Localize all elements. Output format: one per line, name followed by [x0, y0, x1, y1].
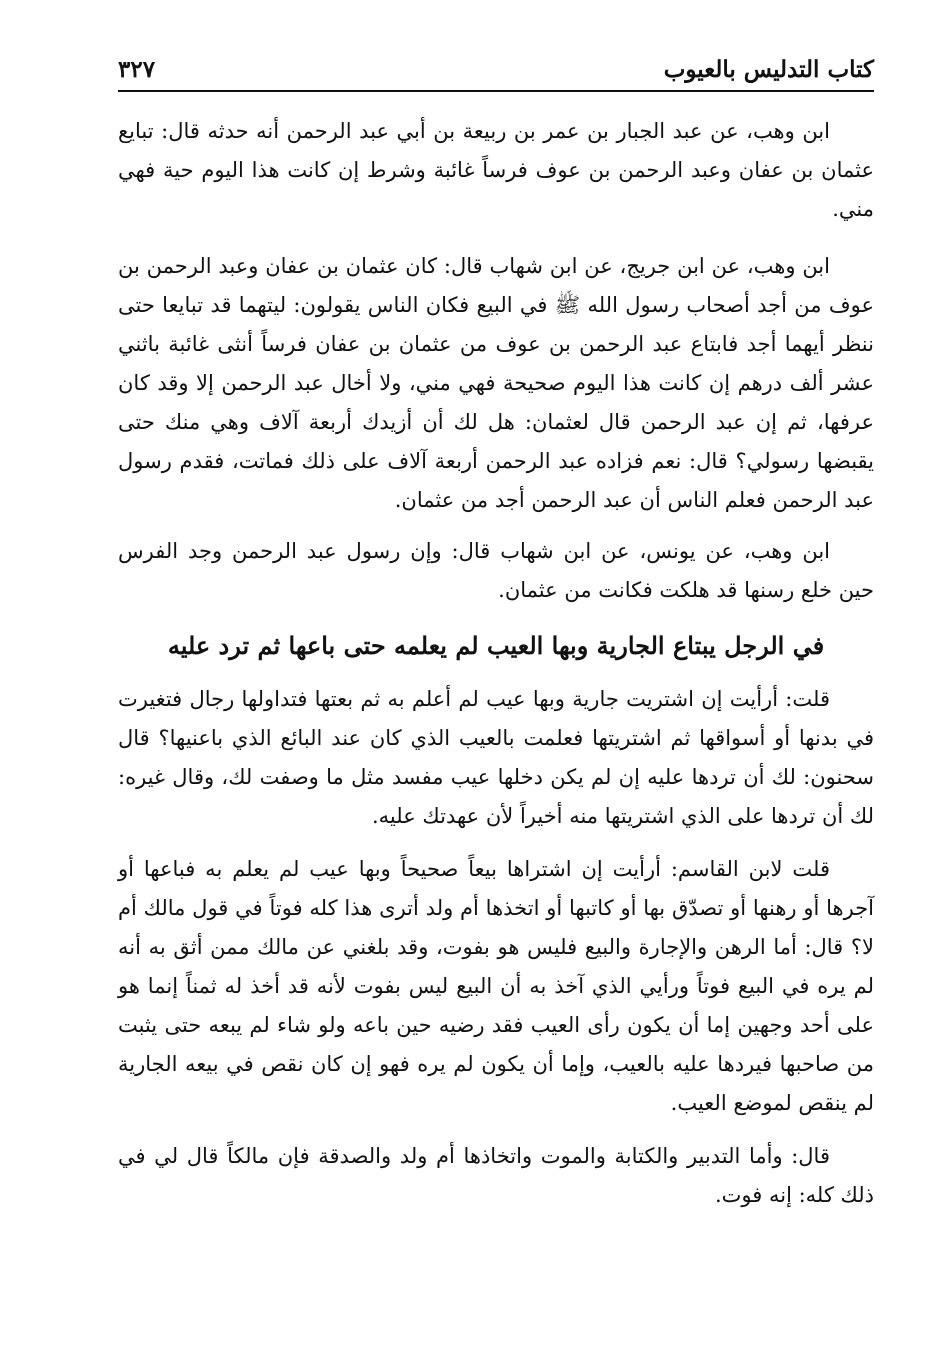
paragraph-5: قلت لابن القاسم: أرأيت إن اشتراها بيعاً صحيحاً وبها عيب لم يعلم به فباعها أو آجرها أو رهنها أو تصدّق بها أو كاتبها أو اتخذها أم ولد أترى هذا كله فوتاً في قول مالك أم لا؟ قال: أما الرهن والإجارة والبيع فليس هو بفوت، وقد بلغني عن مالك ممن أثق به أنه لم يره في البيع فوتاً ورأيي الذي آخذ به أن البيع ليس بفوت لأنه قد أخذ له ثمناً إنما هو على أحد وجهين إما أن يكون رأى العيب فقد رضيه حين باعه ولو شاء لم يبعه حتى يثبت من صاحبها فيردها عليه بالعيب، وإما أن يكون لم يره فهو إن كان نقص في بيعه الجارية لم ينقص لموضع العيب. [118, 857, 874, 1115]
page-number: ٣٢٧ [118, 56, 156, 83]
paragraph-4: قلت: أرأيت إن اشتريت جارية وبها عيب لم أعلم به ثم بعتها فتداولها رجال فتغيرت في بدنها أو أسواقها ثم اشتريتها فعلمت بالعيب الذي كان عند البائع الذي باعنيها؟ قال سحنون: لك أن تردها عليه إن لم يكن دخلها عيب مفسد مثل ما وصفت لك، وقال غيره: لك أن تردها على الذي اشتريتها منه أخيراً لأن عهدتك عليه. [118, 687, 874, 828]
paragraph-1: ابن وهب، عن عبد الجبار بن عمر بن ربيعة بن أبي عبد الرحمن أنه حدثه قال: تبايع عثمان بن عفان وعبد الرحمن بن عوف فرساً غائبة وشرط إن كانت هذا اليوم حية فهي مني. [118, 119, 874, 221]
running-header [118, 50, 874, 92]
chapter-title: كتاب التدليس بالعيوب [663, 56, 874, 83]
paragraph-2: ابن وهب، عن ابن جريج، عن ابن شهاب قال: كان عثمان بن عفان وعبد الرحمن بن عوف من أجد أصحاب رسول الله ﷺ في البيع فكان الناس يقولون: ليتهما قد تبايعا حتى ننظر أيهما أجد فابتاع عبد الرحمن بن عوف من عثمان بن عفان فرساً أنثى غائبة باثني عشر ألف درهم إن كانت هذا اليوم صحيحة فهي مني، ولا أخال عبد الرحمن إلا وقد كان عرفها، ثم إن عبد الرحمن قال لعثمان: هل لك أن أزيدك أربعة آلاف وهي منك حتى يقبضها رسولي؟ قال: نعم فزاده عبد الرحمن أربعة آلاف على ذلك فماتت، فقدم رسول عبد الرحمن فعلم الناس أن عبد الرحمن أجد من عثمان. [118, 254, 874, 512]
section-heading: في الرجل يبتاع الجارية وبها العيب لم يعلمه حتى باعها ثم ترد عليه [167, 631, 825, 660]
paragraph-3: ابن وهب، عن يونس، عن ابن شهاب قال: وإن رسول عبد الرحمن وجد الفرس حين خلع رسنها قد هلكت فكانت من عثمان. [118, 539, 874, 602]
page-body [118, 112, 874, 1215]
paragraph-6: قال: وأما التدبير والكتابة والموت واتخاذها أم ولد والصدقة فإن مالكاً قال لي في ذلك كله: إنه فوت. [118, 1144, 874, 1207]
